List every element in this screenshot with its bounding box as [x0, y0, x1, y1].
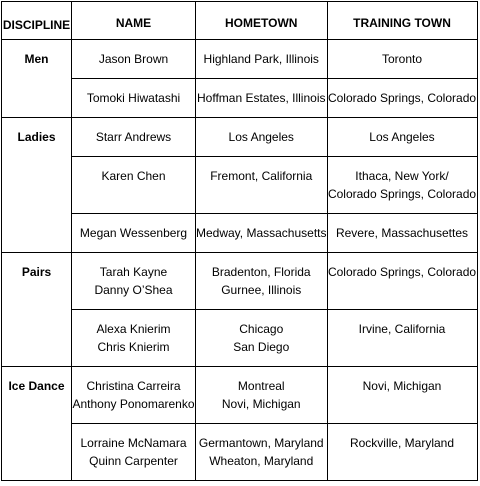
header-row	[2, 2, 478, 40]
cell-line: Karen Chen	[101, 169, 166, 183]
cell-line: Highland Park, Illinois	[203, 52, 319, 66]
table-row	[2, 118, 478, 157]
cell-line: Danny O’Shea	[94, 283, 173, 297]
cell-line: San Diego	[233, 340, 290, 354]
training-town-cell	[327, 424, 477, 481]
cell-line: Toronto	[381, 52, 423, 66]
name-cell	[72, 157, 196, 214]
training-town-cell	[327, 118, 477, 157]
cell-line: Anthony Ponomarenko	[72, 397, 195, 411]
cell-line: Revere, Massachusettes	[335, 226, 469, 240]
header-training-town: TRAINING TOWN	[327, 2, 477, 40]
cell-line: Megan Wessenberg	[79, 226, 188, 240]
training-town-cell	[327, 310, 477, 367]
hometown-cell	[196, 424, 328, 481]
cell-line: Alexa Knierim	[96, 322, 171, 336]
cell-line: Hoffman Estates, Illinois	[196, 91, 326, 105]
table-body	[2, 40, 478, 481]
cell-line: Medway, Massachusetts	[196, 226, 327, 240]
cell-line: Starr Andrews	[95, 130, 172, 144]
cell-line: Montreal	[237, 379, 285, 393]
cell-line: Quinn Carpenter	[89, 454, 178, 468]
hometown-cell	[196, 214, 328, 253]
cell-line: Los Angeles	[369, 130, 435, 144]
table-row	[2, 79, 478, 118]
table-row	[2, 253, 478, 310]
training-town-cell	[327, 367, 477, 424]
hometown-cell	[196, 40, 328, 79]
table-row	[2, 157, 478, 214]
name-cell	[72, 214, 196, 253]
name-cell	[72, 40, 196, 79]
cell-line: Germantown, Maryland	[198, 436, 324, 450]
discipline-cell: Pairs	[2, 253, 72, 367]
training-town-cell	[327, 253, 477, 310]
hometown-cell	[196, 253, 328, 310]
name-cell	[72, 79, 196, 118]
hometown-cell	[196, 79, 328, 118]
roster-table	[1, 1, 478, 481]
table-row	[2, 424, 478, 481]
cell-line: Tomoki Hiwatashi	[86, 91, 181, 105]
cell-line: Christina Carreira	[86, 379, 181, 393]
discipline-cell: Men	[2, 40, 72, 118]
cell-line: Fremont, California	[210, 169, 313, 183]
discipline-cell: Ladies	[2, 118, 72, 253]
hometown-cell	[196, 118, 328, 157]
cell-line: Gurnee, Illinois	[221, 283, 302, 297]
training-town-cell	[327, 40, 477, 79]
hometown-cell	[196, 310, 328, 367]
cell-line: Colorado Springs, Colorado	[327, 265, 477, 279]
training-town-cell	[327, 157, 477, 214]
cell-line: Irvine, California	[358, 322, 446, 336]
cell-line: Chicago	[239, 322, 284, 336]
cell-line: Chris Knierim	[97, 340, 170, 354]
cell-line: Novi, Michigan	[362, 379, 442, 393]
cell-line: Jason Brown	[98, 52, 169, 66]
table-row	[2, 214, 478, 253]
name-cell	[72, 118, 196, 157]
name-cell	[72, 424, 196, 481]
cell-line: Los Angeles	[228, 130, 294, 144]
header-hometown: HOMETOWN	[196, 2, 328, 40]
header-discipline: DISCIPLINE	[2, 2, 72, 40]
training-town-cell	[327, 214, 477, 253]
cell-line: Bradenton, Florida	[211, 265, 311, 279]
cell-line: Colorado Springs, Colorado	[327, 187, 477, 201]
cell-line: Wheaton, Maryland	[209, 454, 314, 468]
hometown-cell	[196, 367, 328, 424]
table-row	[2, 367, 478, 424]
discipline-cell: Ice Dance	[2, 367, 72, 481]
hometown-cell	[196, 157, 328, 214]
name-cell	[72, 367, 196, 424]
cell-line: Colorado Springs, Colorado	[327, 91, 477, 105]
name-cell	[72, 253, 196, 310]
table-row	[2, 310, 478, 367]
training-town-cell	[327, 79, 477, 118]
cell-line: Novi, Michigan	[221, 397, 301, 411]
cell-line: Rockville, Maryland	[349, 436, 455, 450]
cell-line: Lorraine McNamara	[80, 436, 187, 450]
cell-line: Tarah Kayne	[99, 265, 168, 279]
table-row	[2, 40, 478, 79]
name-cell	[72, 310, 196, 367]
header-name: NAME	[72, 2, 196, 40]
cell-line: Ithaca, New York/	[355, 169, 449, 183]
